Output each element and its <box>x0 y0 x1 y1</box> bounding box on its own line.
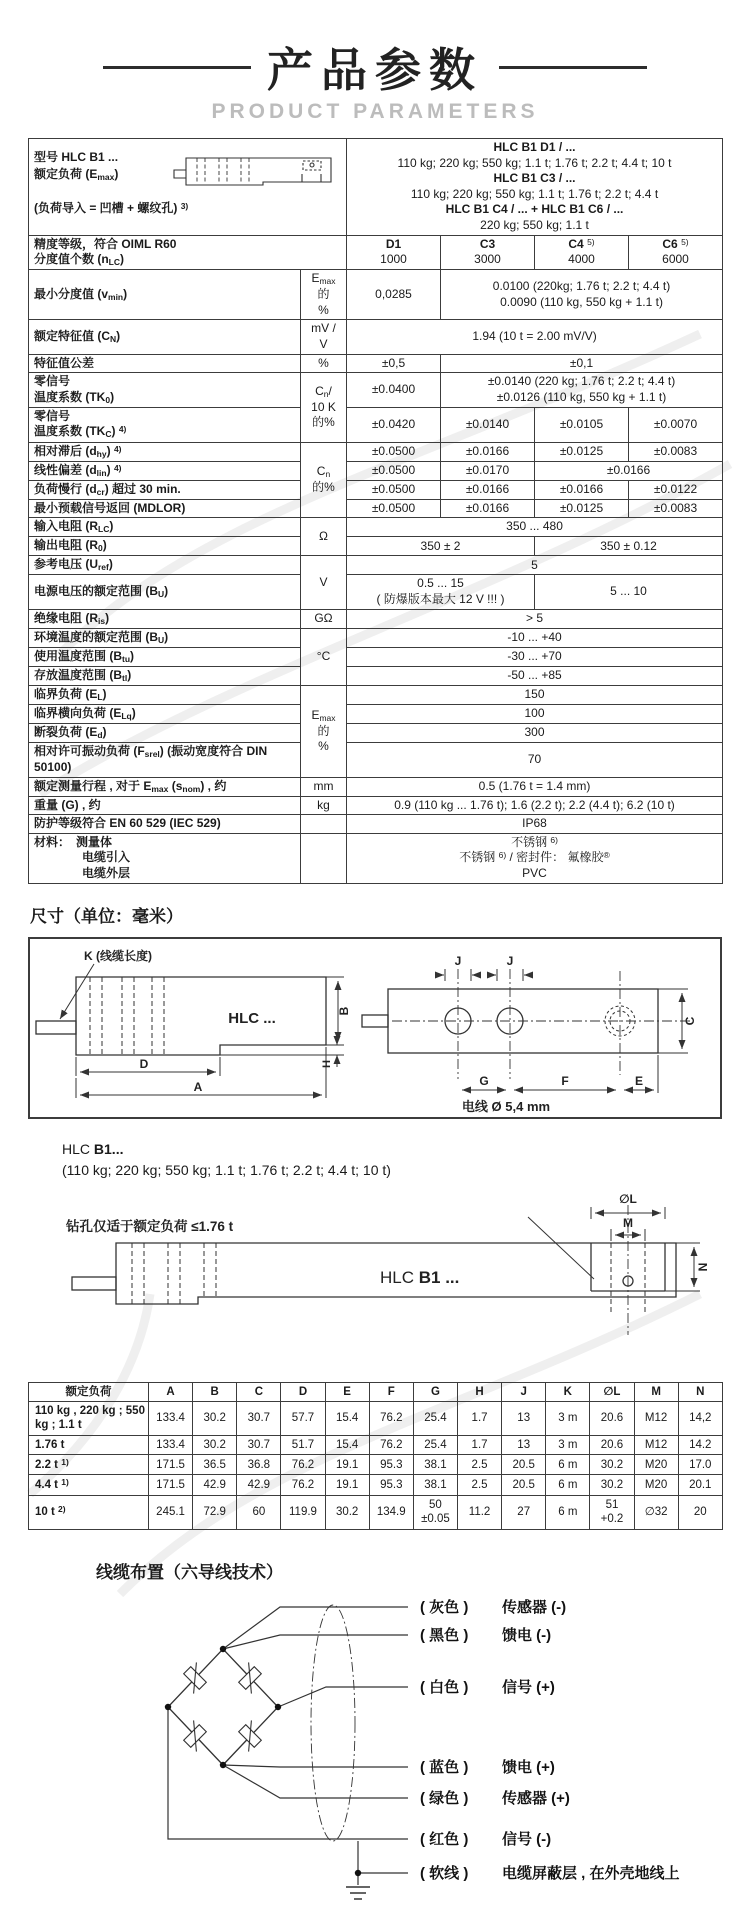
cable-length-label: K (线缆长度) <box>84 948 152 963</box>
spec-value: 350 ± 0.12 <box>535 537 723 556</box>
dim-value-cell: 134.9 <box>369 1495 413 1529</box>
title-rule-right <box>499 66 647 69</box>
spec-value: 不锈钢 $^{6)}$ 不锈钢 $^{6)}$ / 密封件： 氟橡胶® PVC <box>347 833 723 883</box>
dim-value-cell: 1.7 <box>457 1435 501 1454</box>
dim-value-cell: 171.5 <box>149 1455 193 1475</box>
side-view-drawing <box>34 945 356 1115</box>
spec-value: ±0.0105 <box>535 407 629 442</box>
body-label: HLC ... <box>228 1009 276 1027</box>
spec-unit: °C <box>301 628 347 685</box>
dim-value-cell: 42.9 <box>237 1475 281 1495</box>
dim-table-row <box>29 1455 723 1475</box>
spec-label: 绝缘电阻 $(R_{is})$ <box>29 609 301 628</box>
dim-value-cell: 6 m <box>546 1475 590 1495</box>
wire-function-label: 馈电 (-) <box>502 1626 552 1644</box>
dim-table-row <box>29 1435 723 1454</box>
spec-value: ±0.0140 <box>441 407 535 442</box>
spec-label: 额定特征值 $(C_N)$ <box>29 320 301 354</box>
dim-value-cell: 38.1 <box>413 1475 457 1495</box>
spec-value: ±0.0500 <box>347 480 441 499</box>
spec-unit: % <box>301 354 347 373</box>
dim-column-header: M <box>634 1382 678 1401</box>
spec-label: 参考电压 $(U_{ref})$ <box>29 556 301 575</box>
dim-column-header: E <box>325 1382 369 1401</box>
drill-hole-note: 钻孔仅适于额定负荷 ≤1.76 t <box>66 1218 234 1234</box>
spec-value: 5 <box>347 556 723 575</box>
spec-value: 350 ± 2 <box>347 537 535 556</box>
wire-color-label: ( 软线 ) <box>420 1864 469 1882</box>
spec-value: 70 <box>347 742 723 777</box>
spec-unit: GΩ <box>301 609 347 628</box>
page-subtitle: PRODUCT PARAMETERS <box>211 100 539 123</box>
spec-value: ±0.0400 <box>347 373 441 408</box>
dim-value-cell: 30.7 <box>237 1401 281 1435</box>
dim-value-cell: 14.2 <box>678 1435 722 1454</box>
dim-value-cell: 25.4 <box>413 1435 457 1454</box>
dim-value-cell: M20 <box>634 1475 678 1495</box>
dim-column-header: F <box>369 1382 413 1401</box>
dim-column-header: ∅L <box>590 1382 634 1401</box>
spec-label: 负荷慢行 $(d_{cr})$ 超过 30 min. <box>29 480 301 499</box>
spec-value: ±0.0122 <box>629 480 723 499</box>
spec-label: 临界横向负荷 $(E_{Lq})$ <box>29 704 301 723</box>
cable-stub <box>362 1015 388 1027</box>
wire-function-label: 信号 (-) <box>502 1830 552 1848</box>
spec-unit: $E_{max}$的 % <box>301 685 347 777</box>
dim-column-header: B <box>193 1382 237 1401</box>
dim-value-cell: 20.5 <box>502 1455 546 1475</box>
dim-label-h: H <box>321 1059 333 1068</box>
dim-value-cell: 30.2 <box>193 1401 237 1435</box>
dim-value-cell: 2.5 <box>457 1475 501 1495</box>
dim-value-cell: 50 ±0.05 <box>413 1495 457 1529</box>
spec-value: ±0.0500 <box>347 499 441 518</box>
dim-column-header: N <box>678 1382 722 1401</box>
cable-stub <box>72 1277 116 1290</box>
dim-value-cell: 119.9 <box>281 1495 325 1529</box>
dim-value-cell: 20.6 <box>590 1401 634 1435</box>
dim-value-cell: 20.6 <box>590 1435 634 1454</box>
spec-label: 零信号 温度系数 $(TK_0)$ <box>29 373 301 408</box>
hlc-b1-title <box>62 1139 750 1160</box>
spec-value: ±0.0083 <box>629 442 723 461</box>
dim-value-cell: 15.4 <box>325 1401 369 1435</box>
spec-value: 300 <box>347 723 723 742</box>
dim-value-cell: 20.1 <box>678 1475 722 1495</box>
spec-value: 0.5 (1.76 t = 1.4 mm) <box>347 777 723 796</box>
dim-value-cell: 76.2 <box>369 1435 413 1454</box>
body-label: HLC B1 ... <box>380 1267 460 1287</box>
spec-value: > 5 <box>347 609 723 628</box>
wire-function-label: 馈电 (+) <box>502 1758 555 1776</box>
dim-load-cell: 110 kg , 220 kg ; 550 kg ; 1.1 t <box>29 1401 149 1435</box>
spec-value: ±0.0166 <box>535 480 629 499</box>
wheatstone-bridge <box>168 1649 278 1765</box>
dim-label-j: J <box>506 953 514 968</box>
dim-value-cell: 95.3 <box>369 1455 413 1475</box>
strain-gauges <box>179 1661 267 1752</box>
dim-value-cell: 30.2 <box>590 1455 634 1475</box>
wire-color-label: ( 白色 ) <box>420 1678 469 1696</box>
spec-label: 输入电阻 $(R_{LC})$ <box>29 518 301 537</box>
dim-value-cell: 25.4 <box>413 1401 457 1435</box>
spec-label: 零信号 温度系数 $(TK_C)$ $^{4)}$ <box>29 407 301 442</box>
spec-model-label: 型号 HLC B1 ... 额定负荷 $(E_{max})$ (负荷导入 = 凹槽 + 螺纹孔) $^{3)}$ <box>29 139 347 236</box>
dim-label-e: E <box>634 1073 644 1088</box>
spec-value: 5 ... 10 <box>535 575 723 609</box>
dim-value-cell: 3 m <box>546 1435 590 1454</box>
spec-value: 0.9 (110 kg ... 1.76 t); 1.6 (2.2 t); 2.2 (4.4 t); 6.2 (10 t) <box>347 796 723 815</box>
wire-labels <box>420 1598 680 1882</box>
spec-value: ±0.0500 <box>347 461 441 480</box>
dim-value-cell: 11.2 <box>457 1495 501 1529</box>
spec-value: 0.0100 (220kg; 1.76 t; 2.2 t; 4.4 t) 0.0090 (110 kg, 550 kg + 1.1 t) <box>441 270 723 320</box>
dim-value-cell: 30.2 <box>193 1435 237 1454</box>
spec-value: ±0.0170 <box>441 461 535 480</box>
dim-label-c: C <box>683 1016 697 1025</box>
hlc-b1-title-prefix: HLC <box>62 1140 94 1157</box>
spec-value: ±0.0420 <box>347 407 441 442</box>
dim-value-cell: 1.7 <box>457 1401 501 1435</box>
dim-label-f: F <box>561 1073 569 1088</box>
dim-column-header: 额定负荷 <box>29 1382 149 1401</box>
wire-color-label: ( 绿色 ) <box>420 1789 469 1807</box>
spec-label: 相对滞后 $(d_{hy})$ $^{4)}$ <box>29 442 301 461</box>
dim-column-header: J <box>502 1382 546 1401</box>
dim-value-cell: 60 <box>237 1495 281 1529</box>
dim-column-header: G <box>413 1382 457 1401</box>
dimension-table <box>28 1382 723 1530</box>
spec-value: C4 $^{5)}$ 4000 <box>535 235 629 270</box>
cable-diameter-note: 电线 Ø 5,4 mm <box>461 1098 551 1114</box>
dim-value-cell: 20.5 <box>502 1475 546 1495</box>
wire-function-label: 传感器 (+) <box>502 1789 570 1807</box>
spec-value: 150 <box>347 685 723 704</box>
dim-value-cell: 19.1 <box>325 1455 369 1475</box>
dim-value-cell: M20 <box>634 1455 678 1475</box>
dim-value-cell: 2.5 <box>457 1455 501 1475</box>
dim-table-row <box>29 1475 723 1495</box>
dim-value-cell: 57.7 <box>281 1401 325 1435</box>
dim-value-cell: ∅32 <box>634 1495 678 1529</box>
dim-column-header: H <box>457 1382 501 1401</box>
dim-value-cell: 38.1 <box>413 1455 457 1475</box>
spec-label: 环境温度的额定范围 $(B_U)$ <box>29 628 301 647</box>
dim-value-cell: 6 m <box>546 1495 590 1529</box>
wire-color-label: ( 红色 ) <box>420 1830 469 1848</box>
spec-label: 相对许可振动负荷 $(F_{srel})$ (振动宽度符合 DIN 50100) <box>29 742 301 777</box>
dim-value-cell: 76.2 <box>281 1455 325 1475</box>
spec-value: ±0.0166 <box>441 499 535 518</box>
dim-table-row <box>29 1495 723 1529</box>
dim-value-cell: 42.9 <box>193 1475 237 1495</box>
spec-unit: mV / V <box>301 320 347 354</box>
dim-load-cell: 4.4 t $^{1)}$ <box>29 1475 149 1495</box>
dim-load-cell: 1.76 t <box>29 1435 149 1454</box>
title-rule-left <box>103 66 251 69</box>
dim-column-header: K <box>546 1382 590 1401</box>
dim-column-header: C <box>237 1382 281 1401</box>
spec-value: ±0.0125 <box>535 499 629 518</box>
spec-label: 线性偏差 $(d_{lin})$ $^{4)}$ <box>29 461 301 480</box>
dim-value-cell: 76.2 <box>369 1401 413 1435</box>
dim-label-d: D <box>139 1056 149 1071</box>
product-parameter-sheet <box>0 34 750 1882</box>
spec-value: ±0.0140 (220 kg; 1.76 t; 2.2 t; 4.4 t) ±0.0126 (110 kg, 550 kg + 1.1 t) <box>441 373 723 408</box>
dim-value-cell: 76.2 <box>281 1475 325 1495</box>
dim-value-cell: 51 +0.2 <box>590 1495 634 1529</box>
spec-label: 断裂负荷 $(E_d)$ <box>29 723 301 742</box>
spec-value: ±0.0166 <box>441 442 535 461</box>
dim-value-cell: 171.5 <box>149 1475 193 1495</box>
hlc-b1-block <box>62 1139 750 1181</box>
dim-value-cell: 95.3 <box>369 1475 413 1495</box>
wire-function-label: 信号 (+) <box>502 1678 555 1696</box>
dim-value-cell: 36.8 <box>237 1455 281 1475</box>
dim-value-cell: 20 <box>678 1495 722 1529</box>
load-cell-mini-drawing <box>171 152 339 194</box>
spec-value: 1.94 (10 t = 2.00 mV/V) <box>347 320 723 354</box>
ground-symbol <box>346 1887 370 1899</box>
dim-value-cell: 245.1 <box>149 1495 193 1529</box>
page-title: 产品参数 <box>267 44 483 96</box>
spec-unit <box>301 833 347 883</box>
spec-value: ±0.0166 <box>441 480 535 499</box>
dim-value-cell: M12 <box>634 1435 678 1454</box>
spec-label: 最小分度值 $(v_{min})$ <box>29 270 301 320</box>
spec-label: 额定测量行程 , 对于 $E_{max}$ $(s_{nom})$ , 约 <box>29 777 301 796</box>
dim-value-cell: 14,2 <box>678 1401 722 1435</box>
spec-value: -50 ... +85 <box>347 666 723 685</box>
dim-value-cell: 13 <box>502 1435 546 1454</box>
spec-label: 特征值公差 <box>29 354 301 373</box>
dim-value-cell: 36.5 <box>193 1455 237 1475</box>
spec-label: 最小预载信号返回 (MDLOR) <box>29 499 301 518</box>
spec-label: 精度等级，符合 OIML R60 分度值个数 $(n_{LC})$ <box>29 235 347 270</box>
spec-unit <box>301 815 347 834</box>
spec-unit: $C_n$的% <box>301 442 347 518</box>
wires <box>168 1607 408 1885</box>
dim-value-cell: 27 <box>502 1495 546 1529</box>
hlc-b1-title-model: B1... <box>93 1140 124 1157</box>
spec-value: ±0.0083 <box>629 499 723 518</box>
dim-label-j: J <box>454 953 462 968</box>
dim-load-cell: 10 t $^{2)}$ <box>29 1495 149 1529</box>
spec-value: ±0,1 <box>441 354 723 373</box>
dim-load-cell: 2.2 t $^{1)}$ <box>29 1455 149 1475</box>
dim-label-m: M <box>623 1215 633 1230</box>
dim-value-cell: 17.0 <box>678 1455 722 1475</box>
dim-value-cell: 133.4 <box>149 1401 193 1435</box>
spec-unit: kg <box>301 796 347 815</box>
spec-value: ±0.0070 <box>629 407 723 442</box>
wire-color-label: ( 灰色 ) <box>420 1598 469 1616</box>
top-view-drawing <box>356 945 720 1115</box>
spec-unit: $E_{max}$的 % <box>301 270 347 320</box>
dimension-drawing-box <box>28 937 722 1119</box>
dim-value-cell: M12 <box>634 1401 678 1435</box>
spec-label: 使用温度范围 $(B_{tu})$ <box>29 647 301 666</box>
spec-value: C6 $^{5)}$ 6000 <box>629 235 723 270</box>
dim-column-header: D <box>281 1382 325 1401</box>
spec-unit: $C_n/$ 10 K的% <box>301 373 347 442</box>
spec-unit: V <box>301 556 347 609</box>
spec-value: ±0.0166 <box>535 461 723 480</box>
dim-value-cell: 51.7 <box>281 1435 325 1454</box>
dim-value-cell: 30.2 <box>325 1495 369 1529</box>
wire-function-label: 传感器 (-) <box>502 1598 567 1616</box>
spec-table <box>28 138 723 884</box>
dim-label-n: N <box>696 1262 710 1271</box>
wiring-heading: 线缆布置（六导线技术） <box>96 1562 283 1582</box>
wire-color-label: ( 黑色 ) <box>420 1626 469 1644</box>
spec-unit: mm <box>301 777 347 796</box>
cable-stub <box>36 1021 76 1034</box>
spec-value: ±0,5 <box>347 354 441 373</box>
spec-label: 重量 (G) , 约 <box>29 796 301 815</box>
wire-function-label: 电缆屏蔽层 , 在外壳地线上 <box>502 1864 680 1882</box>
dim-value-cell: 13 <box>502 1401 546 1435</box>
spec-value: 350 ... 480 <box>347 518 723 537</box>
spec-label: 防护等级符合 EN 60 529 (IEC 529) <box>29 815 301 834</box>
spec-label: 电源电压的额定范围 $(B_U)$ <box>29 575 301 609</box>
load-cell-body <box>76 977 326 1055</box>
spec-value: 100 <box>347 704 723 723</box>
spec-value: ±0.0125 <box>535 442 629 461</box>
hlc-b1-capacities: (110 kg; 220 kg; 550 kg; 1.1 t; 1.76 t; 2.2 t; 4.4 t; 10 t) <box>62 1161 391 1178</box>
wiring-diagram <box>28 1585 722 1915</box>
dim-label-a: A <box>193 1079 203 1094</box>
spec-model-values: HLC B1 D1 / ... 110 kg; 220 kg; 550 kg; 1.1 t; 1.76 t; 2.2 t; 4.4 t; 10 t HLC B1 C3 / ... 110 kg; 220 kg; 550 kg; 1.1 t; 1.76 t; 2.2 t; 4.4 t HLC B1 C4 / ... + HLC B1 C6 / ... 220 kg; 550 kg; 1.1 t <box>347 139 723 236</box>
spec-label: 临界负荷 $(E_L)$ <box>29 685 301 704</box>
wire-color-label: ( 蓝色 ) <box>420 1758 469 1776</box>
spec-value: IP68 <box>347 815 723 834</box>
dimensions-heading: 尺寸（单位：毫米） <box>30 906 183 926</box>
dim-value-cell: 30.2 <box>590 1475 634 1495</box>
page-header <box>0 34 750 100</box>
cable-bundle-ellipse <box>311 1605 355 1841</box>
dim-label-b: B <box>337 1006 351 1015</box>
dim-value-cell: 72.9 <box>193 1495 237 1529</box>
dim-column-header: A <box>149 1382 193 1401</box>
hlc-b1-drawing <box>28 1185 722 1353</box>
spec-label: 材料： 测量体 电缆引入 电缆外层 <box>29 833 301 883</box>
spec-label: 存放温度范围 $(B_{tl})$ <box>29 666 301 685</box>
dim-value-cell: 15.4 <box>325 1435 369 1454</box>
dim-value-cell: 6 m <box>546 1455 590 1475</box>
spec-value: ±0.0500 <box>347 442 441 461</box>
dim-label-diameter-l: ∅L <box>619 1191 637 1206</box>
spec-value: 0,0285 <box>347 270 441 320</box>
spec-label: 输出电阻 $(R_0)$ <box>29 537 301 556</box>
spec-value: -30 ... +70 <box>347 647 723 666</box>
spec-value: C3 3000 <box>441 235 535 270</box>
dim-value-cell: 3 m <box>546 1401 590 1435</box>
dim-table-row <box>29 1401 723 1435</box>
spec-value: -10 ... +40 <box>347 628 723 647</box>
dim-value-cell: 19.1 <box>325 1475 369 1495</box>
spec-value: 0.5 ... 15 ( 防爆版本最大 12 V !!! ) <box>347 575 535 609</box>
spec-value: D1 1000 <box>347 235 441 270</box>
dim-value-cell: 133.4 <box>149 1435 193 1454</box>
spec-unit: Ω <box>301 518 347 556</box>
dim-value-cell: 30.7 <box>237 1435 281 1454</box>
dim-label-g: G <box>479 1073 489 1088</box>
